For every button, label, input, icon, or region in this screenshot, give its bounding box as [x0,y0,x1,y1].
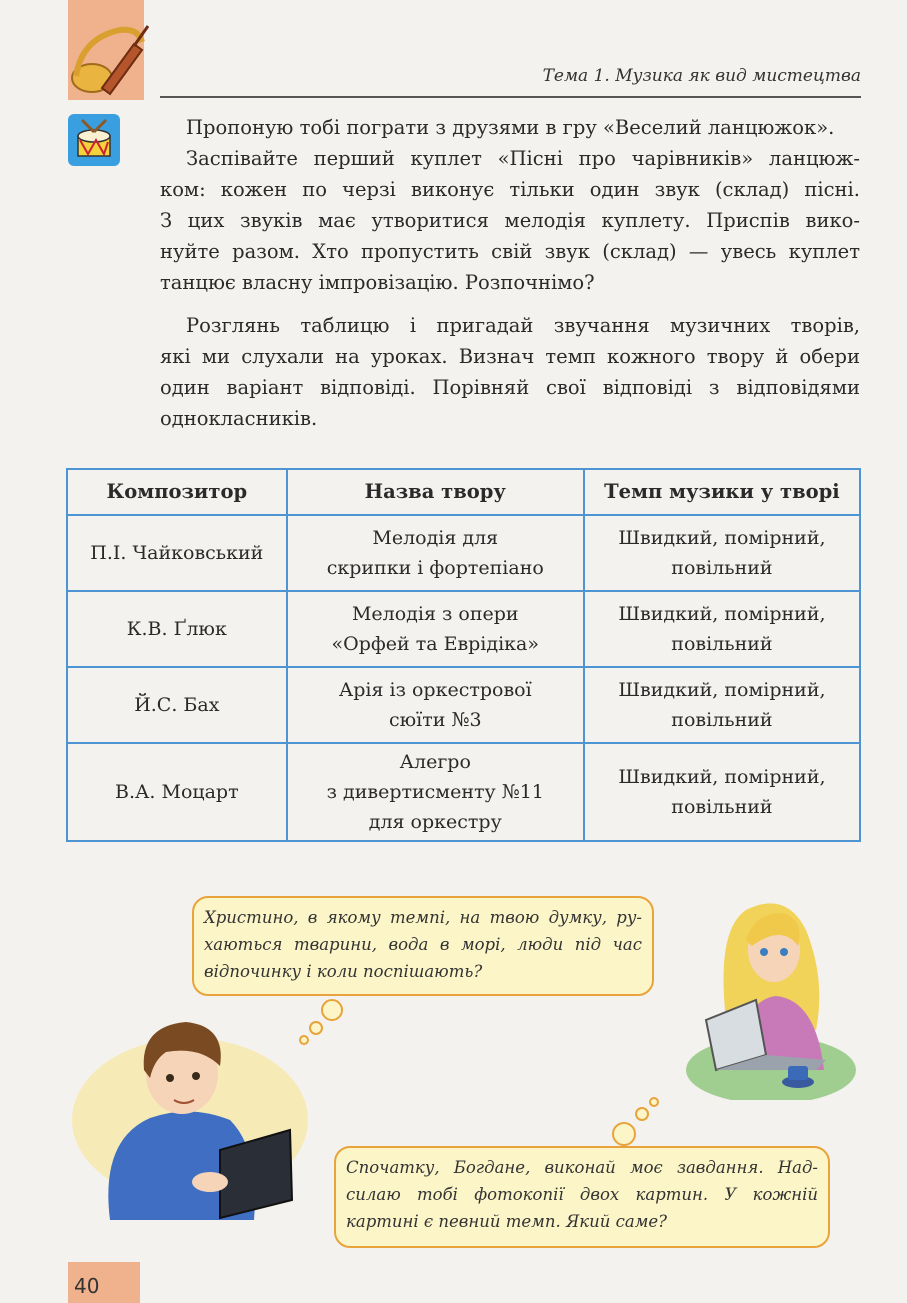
paragraph-table-task [160,310,860,434]
work-cell [287,667,584,743]
composer-cell: Й.С. Бах [67,667,287,743]
table-header-row [67,469,860,515]
text-line: ком: кожен по черзі виконує тільки один звук (склад) пісні. [160,178,860,201]
work-line: «Орфей та Еврідіка» [331,633,539,655]
tempo-cell [584,743,860,841]
text-line: Розглянь таблицю і пригадай звучання музичних творів, [186,314,860,337]
composer-cell: К.В. Ґлюк [67,591,287,667]
composer-cell: П.І. Чайковський [67,515,287,591]
bubble-line: хаються тварини, вода в морі, люди під час [204,935,642,954]
drum-icon [68,114,120,166]
bubble-line: картині є певний темп. Який саме? [346,1212,668,1231]
column-header-work: Назва твору [287,469,584,515]
work-line: з дивертисменту №11 [326,781,544,803]
work-line: скрипки і фортепіано [326,557,544,579]
boy-with-laptop-illustration [70,1000,310,1220]
table-row [67,667,860,743]
text-line: нуйте разом. Хто пропустить свій звук (склад) — увесь куплет [160,240,860,263]
table-row [67,743,860,841]
bubble-line: відпочинку і коли поспішають? [204,962,483,981]
text-line: Заспівайте перший куплет «Пісні про чарівників» ланцюж- [186,147,860,170]
tempo-cell [584,591,860,667]
tempo-line: Швидкий, помірний, [618,766,826,788]
tempo-line: повільний [671,633,773,655]
text-line: які ми слухали на уроках. Визнач темп кожного твору й обери [160,345,860,368]
tempo-cell [584,515,860,591]
bubble-line: Спочатку, Богдане, виконай моє завдання. Над- [346,1158,818,1177]
work-cell [287,515,584,591]
speech-bubble-boy [192,896,654,996]
work-line: Мелодія з опери [351,603,519,625]
work-line: Арія із оркестрової [338,679,532,701]
tempo-line: Швидкий, помірний, [618,527,826,549]
paragraph-game [160,112,860,143]
work-line: для оркестру [368,811,502,833]
topic-header: Тема 1. Музика як вид мистецтва [542,66,861,86]
thought-dots-icon [606,1094,664,1150]
speech-bubble-girl [334,1146,830,1248]
tempo-line: повільний [671,557,773,579]
girl-with-laptop-illustration [686,870,856,1100]
text-line: танцює власну імпровізацію. Розпочнімо? [160,271,595,294]
text-line: однокласників. [160,407,318,430]
work-line: сюїти №3 [388,709,482,731]
tempo-line: Швидкий, помірний, [618,679,826,701]
music-works-table [66,468,861,842]
table-row [67,515,860,591]
column-header-composer: Композитор [67,469,287,515]
tempo-line: Швидкий, помірний, [618,603,826,625]
horn-violin-icon [62,18,150,100]
work-cell [287,591,584,667]
work-line: Алегро [399,751,471,773]
tempo-line: повільний [671,709,773,731]
work-line: Мелодія для [372,527,499,549]
bubble-line: Христино, в якому темпі, на твою думку, ру- [204,908,642,927]
tempo-line: повільний [671,796,773,818]
column-header-tempo: Темп музики у творі [584,469,860,515]
table-row [67,591,860,667]
bubble-line: силаю тобі фотокопії двох картин. У кожній [346,1185,818,1204]
text-line: один варіант відповіді. Порівняй свої відповіді з відповідями [160,376,860,399]
tempo-cell [584,667,860,743]
work-cell [287,743,584,841]
text-line: З цих звуків має утворитися мелодія куплету. Приспів вико- [160,209,860,232]
header-divider [160,96,861,98]
text-line: Пропоную тобі пограти з друзями в гру «Веселий ланцюжок». [186,116,835,139]
composer-cell: В.А. Моцарт [67,743,287,841]
page-number: 40 [74,1274,100,1298]
paragraph-instructions [160,143,860,298]
